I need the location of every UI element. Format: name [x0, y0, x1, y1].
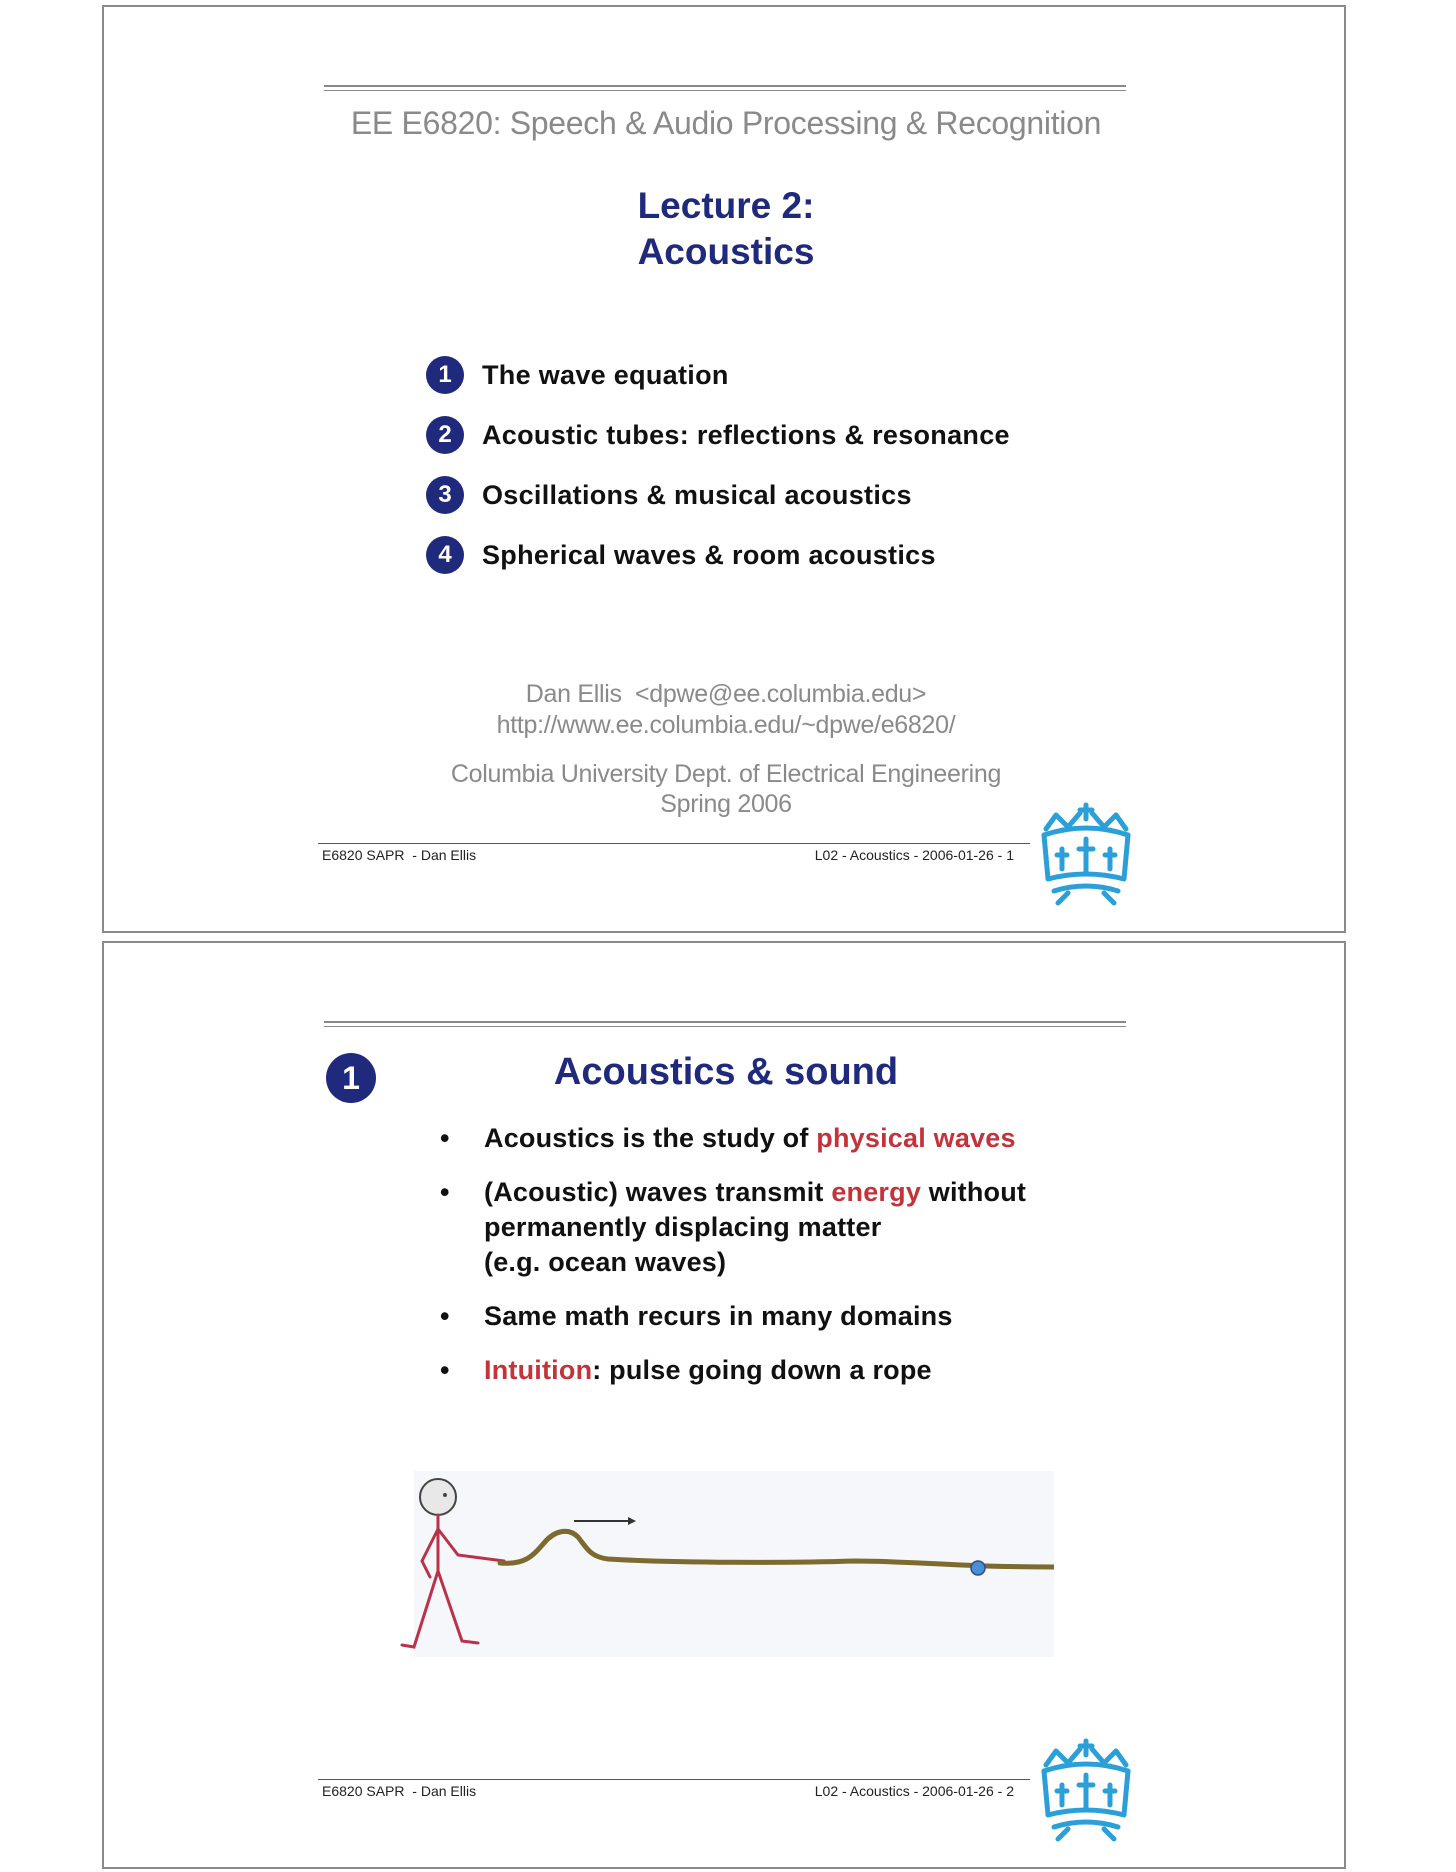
bullet-dot: •: [440, 1123, 450, 1153]
bullet-dot: •: [440, 1301, 450, 1331]
outline-label: Acoustic tubes: reflections & resonance: [482, 419, 1010, 450]
outline-label: The wave equation: [482, 359, 729, 390]
bullet-item: [440, 1121, 1140, 1156]
slide-title: Acoustics & sound: [553, 1051, 899, 1093]
highlight-text: energy: [831, 1177, 922, 1207]
bullet-item: [440, 1353, 1140, 1388]
footer-left: E6820 SAPR - Dan Ellis: [322, 1783, 477, 1799]
bullet-text: Acoustics is the study of: [484, 1123, 817, 1153]
slide-2: [102, 941, 1346, 1869]
footer-rule: [318, 1779, 1030, 1780]
outline-label: Oscillations & musical acoustics: [482, 479, 912, 510]
outline-list: [426, 355, 1010, 595]
number-badge: 1: [426, 356, 464, 394]
outline-item: [426, 535, 1010, 575]
bullet-text: permanently displacing matter: [484, 1212, 882, 1242]
highlight-text: physical waves: [816, 1123, 1016, 1153]
bullet-item: [440, 1299, 1140, 1334]
header-rule: [324, 85, 1126, 87]
rope-pulse-illustration: [394, 1471, 1054, 1657]
header-rule-thin: [324, 1026, 1126, 1027]
author-line: Dan Ellis <dpwe@ee.columbia.edu>: [525, 680, 927, 708]
footer-right: L02 - Acoustics - 2006-01-26 - 2: [814, 1783, 1014, 1799]
rope-anchor-point: [971, 1561, 985, 1575]
header-rule-thin: [324, 90, 1126, 91]
number-badge: 3: [426, 476, 464, 514]
number-badge: 2: [426, 416, 464, 454]
course-url[interactable]: http://www.ee.columbia.edu/~dpwe/e6820/: [496, 711, 956, 739]
bullet-text: Same math recurs in many domains: [484, 1301, 953, 1331]
term-line: Spring 2006: [660, 790, 792, 818]
bullet-item: [440, 1175, 1140, 1280]
number-badge: 4: [426, 536, 464, 574]
header-rule: [324, 1021, 1126, 1023]
footer-rule: [318, 843, 1030, 844]
bullet-text: (Acoustic) waves transmit: [484, 1177, 832, 1207]
footer-right: L02 - Acoustics - 2006-01-26 - 1: [814, 847, 1014, 863]
outline-item: [426, 475, 1010, 515]
columbia-crown-logo: [1034, 1735, 1138, 1845]
columbia-crown-logo: [1034, 799, 1138, 909]
footer-left: E6820 SAPR - Dan Ellis: [322, 847, 477, 863]
author-block: [104, 679, 1348, 741]
dept-line: Columbia University Dept. of Electrical Engineering: [450, 760, 1002, 788]
head-icon: [420, 1479, 456, 1515]
outline-label: Spherical waves & room acoustics: [482, 539, 936, 570]
slide-1: [102, 5, 1346, 933]
bullet-text: : pulse going down a rope: [592, 1355, 932, 1385]
lecture-title-line-1: Lecture 2:: [637, 185, 815, 226]
lecture-title-line-2: Acoustics: [637, 231, 815, 272]
bullet-dot: •: [440, 1355, 450, 1385]
dept-block: [104, 759, 1348, 819]
bullet-list: [440, 1121, 1140, 1407]
bullet-dot: •: [440, 1177, 450, 1207]
bullet-text: (e.g. ocean waves): [484, 1247, 727, 1277]
course-title: EE E6820: Speech & Audio Processing & Recognition: [350, 105, 1102, 141]
lecture-title: [104, 183, 1348, 275]
section-number-badge: 1: [326, 1053, 376, 1103]
bullet-text: without: [921, 1177, 1027, 1207]
outline-item: [426, 355, 1010, 395]
highlight-text: Intuition: [484, 1355, 593, 1385]
outline-item: [426, 415, 1010, 455]
